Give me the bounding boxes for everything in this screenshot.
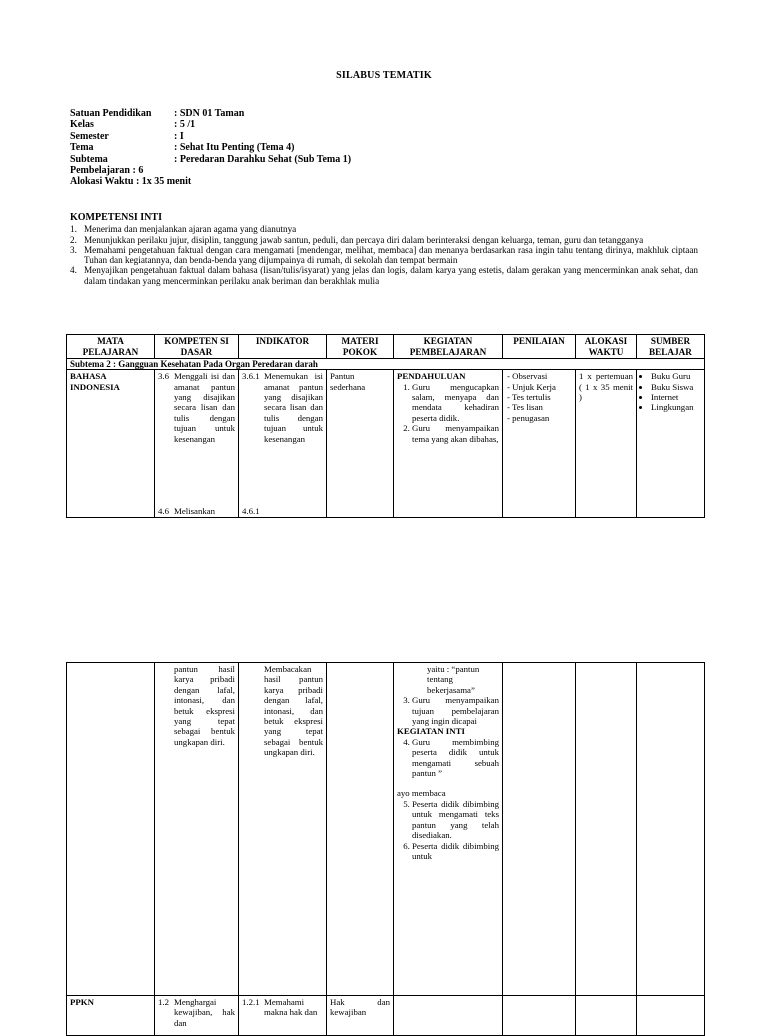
penilaian-cell	[503, 370, 576, 518]
kegiatan-cell	[394, 996, 503, 1036]
kd-item	[158, 506, 235, 516]
mapel-cell: BAHASA INDONESIA	[67, 370, 155, 518]
info-label: Satuan Pendidikan	[70, 108, 152, 119]
penilaian-item: - penugasan	[516, 413, 572, 423]
kd-cell	[155, 370, 239, 518]
materi-cell	[327, 663, 394, 996]
header-cell: KOMPETEN SI DASAR	[155, 335, 239, 359]
kd-num: 1.2	[158, 997, 169, 1007]
document-title: SILABUS TEMATIK	[336, 70, 432, 81]
header-cell: MATERI POKOK	[327, 335, 394, 359]
table-row	[67, 370, 705, 518]
ki-text: Menerima dan menjalankan ajaran agama yang dianutnya	[84, 224, 297, 235]
penilaian-item: - Observasi	[516, 371, 572, 381]
kegiatan-text: yaitu : “pantun tentang bekerjasama”	[427, 664, 480, 695]
penilaian-item: - Tes tertulis	[516, 392, 572, 402]
sumber-item: • Internet	[651, 392, 701, 402]
info-row-alokasi	[70, 176, 351, 187]
table-row	[67, 996, 705, 1036]
sumber-cell	[637, 996, 705, 1036]
info-row-pembelajaran	[70, 165, 351, 176]
sumber-list	[640, 371, 701, 413]
ki-num: 4.	[70, 265, 77, 276]
table-header-row	[67, 335, 705, 359]
kegiatan-text: ayo membaca	[397, 788, 446, 799]
alokasi-cell	[576, 996, 637, 1036]
kd-num: 3.6	[158, 371, 169, 382]
header-cell: INDIKATOR	[239, 335, 327, 359]
sumber-item: • Lingkungan	[651, 402, 701, 412]
indikator-text: Membacakan hasil pantun karya pribadi dengan lafal, intonasi, dan betuk ekspresi yang tepat sebagai bentuk ungkapan diri.	[264, 664, 323, 758]
info-value: : Sehat Itu Penting (Tema 4)	[174, 142, 295, 154]
indikator-num: 3.6.1	[242, 371, 260, 382]
indikator-num: 4.6.1	[242, 505, 260, 516]
kegiatan-list	[397, 737, 499, 779]
identity-block	[70, 108, 351, 188]
penilaian-list	[506, 371, 572, 423]
kd-cell	[155, 663, 239, 996]
kd-text: Menggali isi dan amanat pantun yang disajikan secara lisan dan tulis dengan tujuan untuk kesenangan	[174, 371, 235, 444]
penilaian-cell	[503, 996, 576, 1036]
kegiatan-item: 6. Peserta didik dibimbing untuk	[412, 841, 499, 862]
sumber-cell	[637, 663, 705, 996]
kegiatan-item: 4. Guru membimbing peserta didik untuk mengamati sebuah pantun ”	[412, 737, 499, 779]
kegiatan-item: 2. Guru menyampaikan tema yang akan dibahas,	[412, 423, 499, 444]
indikator-item	[242, 371, 323, 444]
kegiatan-cell	[394, 370, 503, 518]
kegiatan-cell	[394, 663, 503, 996]
materi-cell: Hak dan kewajiban	[327, 996, 394, 1036]
syllabus-table-page2	[66, 662, 705, 1036]
kegiatan-item: 5. Peserta didik dibimbing untuk mengamati teks pantun yang telah disediakan.	[412, 799, 499, 841]
kegiatan-list	[397, 799, 499, 861]
alokasi-text: Alokasi Waktu : 1x 35 menit	[70, 176, 192, 188]
info-value: : 5 /1	[174, 119, 196, 131]
ki-item	[70, 265, 698, 286]
indikator-text: Memahami makna hak dan	[264, 997, 318, 1018]
info-row-kelas	[70, 119, 351, 130]
kegiatan-item: 3. Guru menyampaikan tujuan pembelajaran yang ingin dicapai	[412, 695, 499, 726]
indikator-item	[242, 997, 323, 1018]
syllabus-table-page1	[66, 334, 705, 518]
ki-text: Menyajikan pengetahuan faktual dalam bahasa (lisan/tulis/isyarat) yang jelas dan logis, dalam karya yang estetis, dalam gerakan yang mencerminkan anak sehat, dan dalam tindakan yang mencerminkan perilaku anak beriman dan berakhlak mulia	[84, 265, 698, 286]
sumber-cell	[637, 370, 705, 518]
info-row-satuan	[70, 108, 351, 119]
ki-item	[70, 224, 698, 234]
header-cell: SUMBER BELAJAR	[637, 335, 705, 359]
info-row-tema	[70, 142, 351, 153]
mapel-cell	[67, 663, 155, 996]
kd-text: Melisankan	[174, 505, 216, 516]
ki-num: 2.	[70, 234, 77, 245]
indikator-num: 1.2.1	[242, 997, 260, 1007]
info-row-subtema	[70, 154, 351, 165]
ki-num: 3.	[70, 244, 77, 255]
info-value: : Peredaran Darahku Sehat (Sub Tema 1)	[174, 153, 352, 165]
info-label: Kelas	[70, 119, 94, 131]
penilaian-item: - Unjuk Kerja	[516, 382, 572, 392]
sumber-item: • Buku Guru	[651, 371, 701, 381]
header-cell: MATA PELAJARAN	[67, 335, 155, 359]
kd-text: pantun hasil karya pribadi dengan lafal, intonasi, dan betuk ekspresi yang tepat sebagai bentuk ungkapan diri.	[174, 664, 235, 747]
info-value: : I	[174, 130, 184, 142]
ki-item	[70, 235, 698, 245]
ki-item	[70, 245, 698, 266]
kd-cell	[155, 996, 239, 1036]
penilaian-item: - Tes lisan	[516, 402, 572, 412]
info-row-semester	[70, 131, 351, 142]
table-row	[67, 663, 705, 996]
info-label: Semester	[70, 130, 109, 142]
header-cell: PENILAIAN	[503, 335, 576, 359]
kd-num: 4.6	[158, 505, 169, 516]
penilaian-cell	[503, 663, 576, 996]
kd-text: Menghargai kewajiban, hak dan	[174, 997, 235, 1028]
ki-heading: KOMPETENSI INTI	[70, 212, 162, 223]
alokasi-cell: 1 x pertemuan ( 1 x 35 menit )	[576, 370, 637, 518]
subtema-row	[67, 359, 705, 370]
header-cell: ALOKASI WAKTU	[576, 335, 637, 359]
header-cell: KEGIATAN PEMBELAJARAN	[394, 335, 503, 359]
kegiatan-list	[397, 382, 499, 444]
sumber-item: • Buku Siswa	[651, 382, 701, 392]
indikator-cell	[239, 370, 327, 518]
info-label: Subtema	[70, 153, 108, 165]
kd-item	[158, 371, 235, 444]
ki-num: 1.	[70, 224, 77, 235]
alokasi-cell	[576, 663, 637, 996]
indikator-cell	[239, 663, 327, 996]
indikator-text: Menemukan isi amanat pantun yang disajikan secara lisan dan tulis dengan tujuan untuk kesenangan	[264, 371, 323, 444]
mapel-cell: PPKN	[67, 996, 155, 1036]
kegiatan-item: 1. Guru mengucapkan salam, menyapa dan mendata kehadiran peserta didik.	[412, 382, 499, 424]
pembelajaran-text: Pembelajaran : 6	[70, 165, 144, 177]
kegiatan-list	[397, 695, 499, 726]
subtema-cell: Subtema 2 : Gangguan Kesehatan Pada Organ Peredaran darah	[67, 359, 705, 370]
info-value: : SDN 01 Taman	[174, 108, 245, 119]
kegiatan-heading: KEGIATAN INTI	[397, 726, 465, 737]
ki-text: Memahami pengetahuan faktual dengan cara mengamati [mendengar, melihat, membaca] dan menanya berdasarkan rasa ingin tahu tentang dirinya, makhluk ciptaan Tuhan dan kegiatannya, dan benda-benda yang dijumpainya di rumah, di sekolah dan tempat bermain	[84, 244, 698, 266]
indikator-cell	[239, 996, 327, 1036]
ki-text: Menunjukkan perilaku jujur, disiplin, tanggung jawab santun, peduli, dan percaya diri dalam berinteraksi dengan keluarga, teman, guru dan tetangganya	[84, 234, 644, 245]
info-label: Tema	[70, 142, 94, 154]
materi-cell: Pantun sederhana	[327, 370, 394, 518]
kegiatan-heading: PENDAHULUAN	[397, 371, 466, 382]
kompetensi-inti	[70, 213, 698, 286]
